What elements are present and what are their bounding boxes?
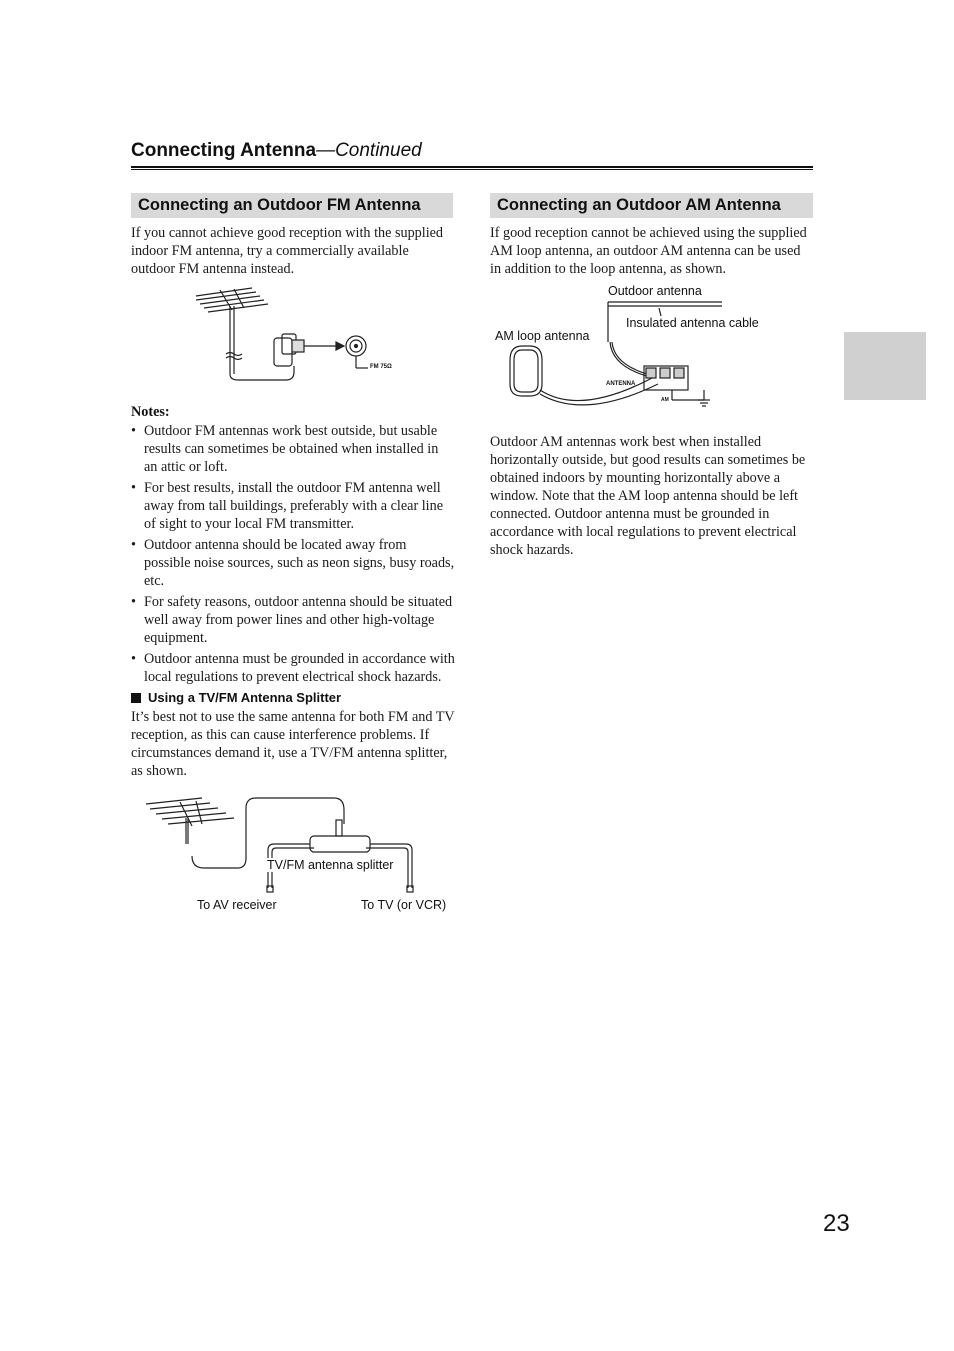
notes-list: [131, 422, 455, 689]
notes-title: Notes:: [131, 404, 170, 420]
note-item: • Outdoor antenna should be located away from possible noise sources, such as neon signs, busy roads, etc.: [131, 536, 455, 590]
splitter-heading-text: Using a TV/FM Antenna Splitter: [148, 690, 342, 705]
square-bullet-icon: [131, 693, 141, 703]
page-number: 23: [823, 1210, 850, 1237]
fm-antenna-element: [196, 288, 252, 296]
tv-antenna-element: [150, 803, 210, 809]
note-item: • For safety reasons, outdoor antenna should be situated well away from power lines and other high-voltage equipment.: [131, 593, 455, 647]
header-title: Connecting Antenna: [131, 140, 317, 161]
splitter-body-text: It’s best not to use the same antenna for both FM and TV reception, as this can cause interference problems. If circumstances demand it, use a TV/FM antenna splitter, as shown.: [131, 709, 455, 779]
am-section-heading: Connecting an Outdoor AM Antenna: [490, 193, 813, 218]
am-body-text: Outdoor AM antennas work best when installed horizontally outside, but good results can sometimes be obtained indoors by mounting horizontally above a window. Note that the AM loop antenna should be left connected. Outdoor antenna must be grounded in accordance with local regulations to prevent electrical shock hazards.: [490, 434, 806, 558]
to-av-receiver-label: To AV receiver: [197, 898, 277, 912]
splitter-heading: [131, 690, 341, 705]
note-item: • Outdoor FM antennas work best outside, but usable results can sometimes be obtained when installed in an attic or loft.: [131, 422, 455, 476]
fm-section-heading: Connecting an Outdoor FM Antenna: [131, 193, 453, 218]
splitter-label: TV/FM antenna splitter: [267, 858, 394, 872]
am-loop-antenna-label: AM loop antenna: [495, 329, 590, 343]
page-header: [131, 140, 422, 162]
am-terminal-label: AM: [661, 397, 669, 403]
side-tab: [844, 332, 926, 400]
fm-antenna-element: [200, 296, 260, 304]
tv-antenna-element: [146, 798, 202, 804]
note-item: • Outdoor antenna must be grounded in accordance with local regulations to prevent electrical shock hazards.: [131, 650, 455, 686]
splitter-diagram: [140, 796, 430, 896]
am-loop-antenna: [514, 350, 538, 392]
header-rule: [131, 166, 813, 170]
note-item: • For best results, install the outdoor FM antenna well away from tall buildings, preferably with a clear line of sight to your local FM transmitter.: [131, 479, 455, 533]
fm-75-label: FM 75Ω: [370, 364, 392, 370]
antenna-terminal-label: ANTENNA: [606, 381, 636, 387]
outdoor-antenna-label: Outdoor antenna: [608, 284, 702, 298]
tv-antenna-element: [162, 813, 226, 819]
fm-antenna-element: [208, 304, 268, 312]
fm-intro-text: If you cannot achieve good reception with the supplied indoor FM antenna, try a commercially available outdoor FM antenna instead.: [131, 225, 444, 277]
am-intro-text: If good reception cannot be achieved using the supplied AM loop antenna, an outdoor AM antenna can be used in addition to the loop antenna, as shown.: [490, 225, 807, 277]
am-antenna-diagram: [500, 296, 730, 416]
splitter-box: [310, 836, 370, 852]
insulated-cable-label: Insulated antenna cable: [626, 316, 759, 330]
header-continued: —Continued: [316, 140, 422, 161]
fm-antenna-diagram: [190, 286, 410, 386]
to-tv-label: To TV (or VCR): [361, 898, 447, 912]
fm-antenna-element: [196, 292, 256, 300]
fm-plug-adapter: [274, 338, 292, 366]
tv-antenna-element: [156, 808, 218, 814]
